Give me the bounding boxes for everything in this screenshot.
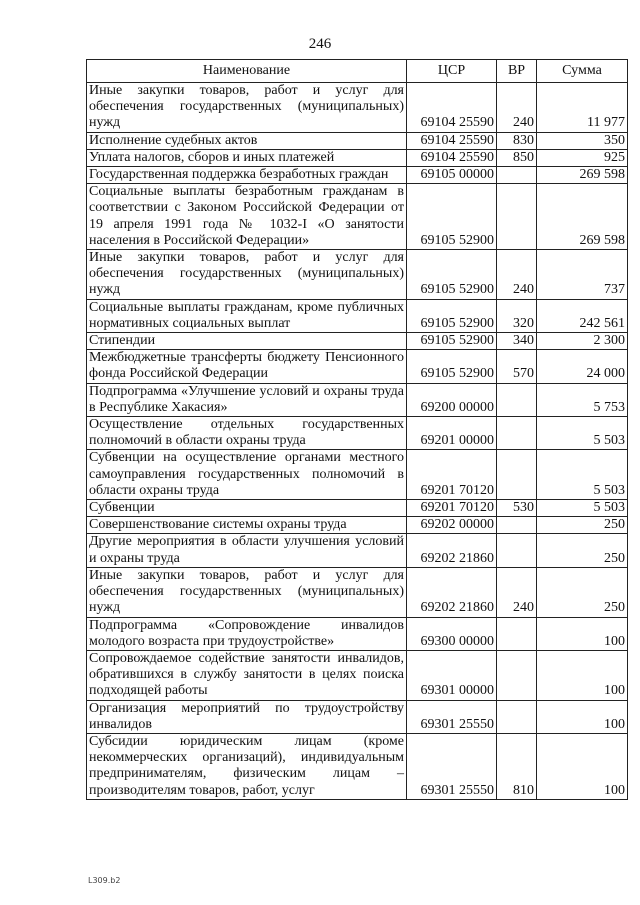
cell-csr: 69104 25590 [407,83,497,133]
header-sum: Сумма [537,60,628,83]
table-row [87,650,628,700]
table-row [87,132,628,149]
table-row [87,383,628,416]
cell-name: Исполнение судебных актов [87,132,407,149]
table-row [87,700,628,733]
budget-table [86,59,628,800]
cell-sum: 100 [537,733,628,799]
cell-sum: 100 [537,617,628,650]
table-row [87,417,628,450]
cell-vr [497,184,537,250]
cell-sum: 5 503 [537,500,628,517]
table-row [87,149,628,166]
cell-name: Осуществление отдельных государственных полномочий в области охраны труда [87,417,407,450]
table-row [87,517,628,534]
table-row [87,500,628,517]
cell-csr: 69105 52900 [407,299,497,332]
cell-csr: 69200 00000 [407,383,497,416]
cell-csr: 69105 52900 [407,184,497,250]
cell-name: Подпрограмма «Сопровождение инвалидов молодого возраста при трудоустройстве» [87,617,407,650]
table-row [87,299,628,332]
cell-name: Организация мероприятий по трудоустройству инвалидов [87,700,407,733]
cell-name: Иные закупки товаров, работ и услуг для обеспечения государственных (муниципальных) нужд [87,567,407,617]
table-row [87,567,628,617]
cell-csr: 69202 00000 [407,517,497,534]
table-header-row [87,60,628,83]
header-vr: ВР [497,60,537,83]
cell-sum: 2 300 [537,333,628,350]
cell-sum: 11 977 [537,83,628,133]
cell-name: Субсидии юридическим лицам (кроме некоммерческих организаций), индивидуальным предпринимателям, физическим лицам – производителям товаров, работ, услуг [87,733,407,799]
cell-csr: 69105 00000 [407,167,497,184]
cell-vr [497,617,537,650]
cell-csr: 69201 00000 [407,417,497,450]
cell-vr: 850 [497,149,537,166]
cell-vr [497,417,537,450]
cell-sum: 242 561 [537,299,628,332]
cell-name: Социальные выплаты гражданам, кроме публичных нормативных социальных выплат [87,299,407,332]
cell-sum: 5 753 [537,383,628,416]
cell-vr: 570 [497,350,537,383]
cell-sum: 250 [537,517,628,534]
cell-csr: 69105 52900 [407,350,497,383]
table-row [87,350,628,383]
cell-vr [497,650,537,700]
table-row [87,184,628,250]
cell-csr: 69104 25590 [407,149,497,166]
cell-vr: 340 [497,333,537,350]
cell-csr: 69105 52900 [407,250,497,300]
cell-sum: 737 [537,250,628,300]
cell-csr: 69202 21860 [407,567,497,617]
cell-name: Иные закупки товаров, работ и услуг для обеспечения государственных (муниципальных) нужд [87,250,407,300]
cell-sum: 5 503 [537,450,628,500]
table-row [87,617,628,650]
cell-name: Иные закупки товаров, работ и услуг для обеспечения государственных (муниципальных) нужд [87,83,407,133]
cell-sum: 250 [537,534,628,567]
table-row [87,83,628,133]
cell-name: Уплата налогов, сборов и иных платежей [87,149,407,166]
page-number: 246 [308,36,332,52]
cell-sum: 350 [537,132,628,149]
cell-sum: 250 [537,567,628,617]
cell-vr: 810 [497,733,537,799]
table-row [87,733,628,799]
cell-name: Межбюджетные трансферты бюджету Пенсионного фонда Российской Федерации [87,350,407,383]
cell-vr: 530 [497,500,537,517]
cell-vr [497,534,537,567]
table-row [87,333,628,350]
cell-csr: 69300 00000 [407,617,497,650]
cell-vr: 240 [497,250,537,300]
cell-vr: 240 [497,567,537,617]
cell-vr [497,700,537,733]
cell-vr: 320 [497,299,537,332]
header-csr: ЦСР [407,60,497,83]
cell-vr [497,450,537,500]
cell-name: Социальные выплаты безработным гражданам в соответствии с Законом Российской Федерации от 19 апреля 1991 года № 1032-I «О занятости населения в Российской Федерации» [87,184,407,250]
cell-sum: 269 598 [537,167,628,184]
cell-name: Стипендии [87,333,407,350]
cell-sum: 100 [537,700,628,733]
cell-csr: 69104 25590 [407,132,497,149]
table-row [87,450,628,500]
cell-vr [497,167,537,184]
cell-name: Подпрограмма «Улучшение условий и охраны труда в Республике Хакасия» [87,383,407,416]
cell-vr: 240 [497,83,537,133]
cell-name: Сопровождаемое содействие занятости инвалидов, обратившихся в службу занятости в целях поиска подходящей работы [87,650,407,700]
cell-name: Субвенции [87,500,407,517]
header-name: Наименование [87,60,407,83]
cell-vr: 830 [497,132,537,149]
cell-csr: 69105 52900 [407,333,497,350]
cell-name: Субвенции на осуществление органами местного самоуправления государственных полномочий в области охраны труда [87,450,407,500]
cell-sum: 100 [537,650,628,700]
cell-csr: 69201 70120 [407,500,497,517]
cell-name: Другие мероприятия в области улучшения условий и охраны труда [87,534,407,567]
cell-csr: 69301 25550 [407,700,497,733]
cell-vr [497,383,537,416]
table-row [87,534,628,567]
cell-name: Государственная поддержка безработных граждан [87,167,407,184]
table-row [87,167,628,184]
cell-vr [497,517,537,534]
cell-csr: 69301 00000 [407,650,497,700]
table-row [87,250,628,300]
cell-csr: 69301 25550 [407,733,497,799]
cell-csr: 69201 70120 [407,450,497,500]
cell-name: Совершенствование системы охраны труда [87,517,407,534]
cell-sum: 5 503 [537,417,628,450]
cell-sum: 24 000 [537,350,628,383]
footer-code: L309.b2 [88,876,121,885]
cell-csr: 69202 21860 [407,534,497,567]
cell-sum: 269 598 [537,184,628,250]
cell-sum: 925 [537,149,628,166]
